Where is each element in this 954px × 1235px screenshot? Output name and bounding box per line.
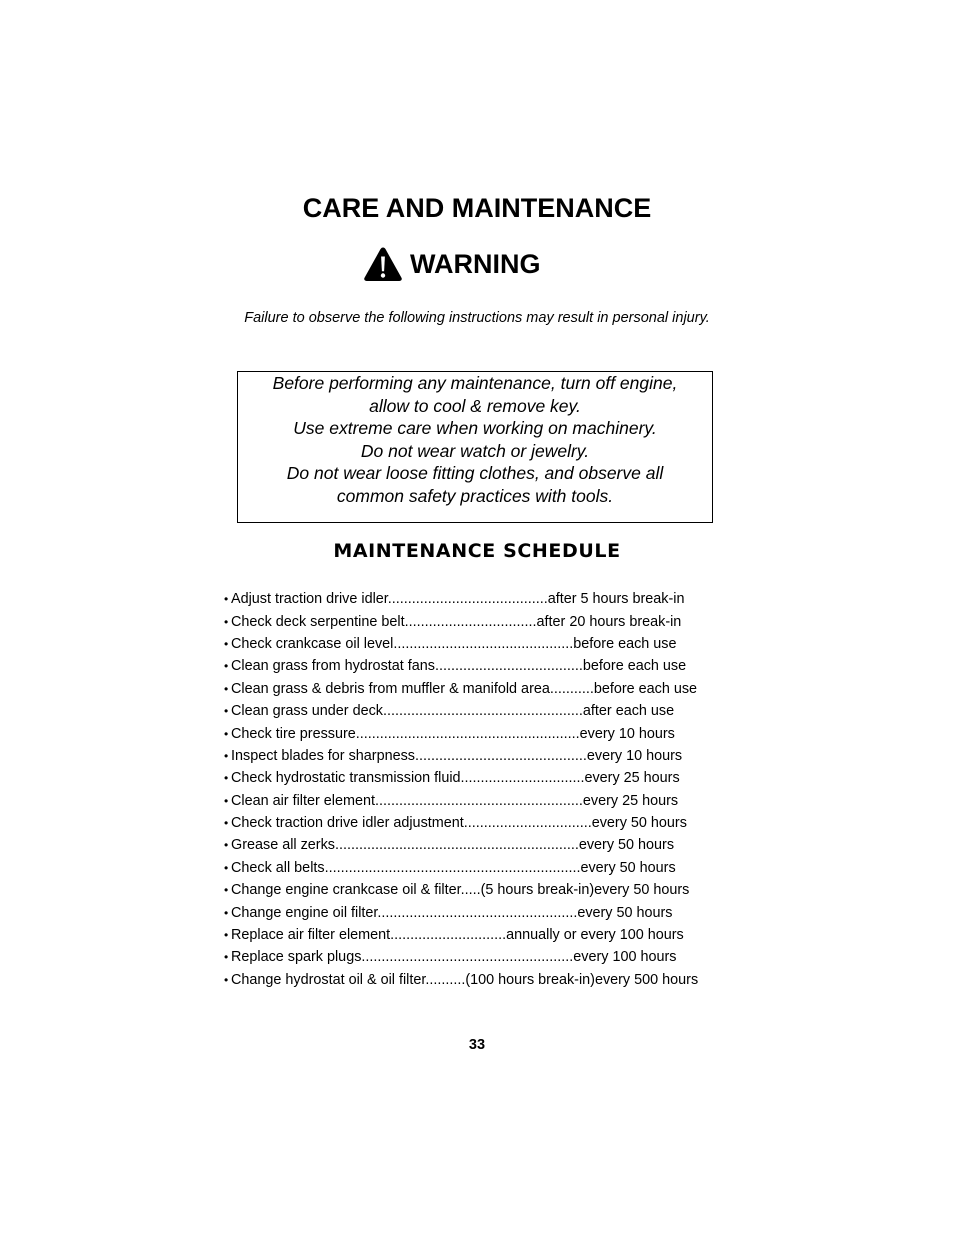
bullet-icon: • [224, 771, 229, 786]
schedule-item-text: Clean grass from hydrostat fans.....................................before each use [231, 658, 687, 675]
bullet-icon: • [224, 748, 229, 763]
schedule-item [224, 969, 730, 991]
schedule-item [224, 767, 730, 789]
schedule-item-text: Clean air filter element....................................................every 25 hours [231, 792, 679, 809]
schedule-item-text: Adjust traction drive idler........................................after 5 hours break-in [231, 591, 685, 608]
schedule-item [224, 610, 730, 632]
page-number: 33 [468, 1037, 486, 1053]
schedule-item-text: Check crankcase oil level.............................................before each use [231, 635, 677, 652]
warning-note: Failure to observe the following instructions may result in personal injury. [244, 310, 710, 326]
schedule-item [224, 901, 730, 923]
schedule-item-text: Check traction drive idler adjustment................................every 50 hours [231, 815, 687, 832]
schedule-item-text: Change engine oil filter..................................................every 50 hours [231, 904, 673, 921]
bullet-icon: • [224, 636, 229, 651]
schedule-item [224, 790, 730, 812]
schedule-item [224, 879, 730, 901]
schedule-item [224, 633, 730, 655]
maintenance-schedule-heading: MAINTENANCE SCHEDULE [333, 540, 621, 562]
safety-line: Use extreme care when working on machinery. [293, 418, 657, 439]
safety-line: common safety practices with tools. [336, 485, 614, 506]
schedule-item-text: Inspect blades for sharpness...........................................every 10 hours [231, 747, 683, 764]
bullet-icon: • [224, 928, 229, 943]
schedule-item [224, 722, 730, 744]
safety-line: Do not wear watch or jewelry. [360, 440, 590, 461]
schedule-item [224, 588, 730, 610]
bullet-icon: • [224, 793, 229, 808]
schedule-item [224, 857, 730, 879]
schedule-item-text: Clean grass & debris from muffler & manifold area...........before each use [231, 680, 698, 697]
bullet-icon: • [224, 972, 229, 987]
schedule-item [224, 655, 730, 677]
safety-line: Do not wear loose fitting clothes, and observe all [286, 463, 664, 484]
bullet-icon: • [224, 681, 229, 696]
schedule-item-text: Check all belts................................................................every 50 hours [231, 859, 676, 876]
safety-line: Before performing any maintenance, turn off engine, [272, 373, 678, 393]
schedule-item [224, 834, 730, 856]
schedule-item-text: Check hydrostatic transmission fluid...............................every 25 hours [231, 770, 680, 787]
schedule-item-text: Grease all zerks.............................................................every 50 hours [231, 837, 675, 854]
schedule-item-text: Check deck serpentine belt.................................after 20 hours break-in [231, 613, 682, 630]
schedule-item [224, 924, 730, 946]
schedule-item [224, 745, 730, 767]
maintenance-schedule-list [224, 588, 730, 991]
schedule-item [224, 946, 730, 968]
warning-triangle-icon [363, 246, 403, 282]
schedule-item [224, 812, 730, 834]
bullet-icon: • [224, 659, 229, 674]
bullet-icon: • [224, 883, 229, 898]
bullet-icon: • [224, 838, 229, 853]
warning-heading [363, 245, 541, 283]
bullet-icon: • [224, 592, 229, 607]
bullet-icon: • [224, 950, 229, 965]
bullet-icon: • [224, 614, 229, 629]
warning-label: WARNING [410, 249, 541, 279]
schedule-item-text: Replace air filter element.............................annually or every 100 hours [231, 927, 684, 944]
bullet-icon: • [224, 704, 229, 719]
schedule-item-text: Change engine crankcase oil & filter.....(5 hours break-in)every 50 hours [231, 882, 690, 899]
bullet-icon: • [224, 905, 229, 920]
bullet-icon: • [224, 816, 229, 831]
safety-line: allow to cool & remove key. [369, 395, 581, 416]
bullet-icon: • [224, 726, 229, 741]
schedule-item-text: Check tire pressure........................................................every 10 hours [231, 725, 675, 742]
page-title: CARE AND MAINTENANCE [302, 193, 652, 223]
safety-instructions-box [237, 371, 713, 523]
schedule-item-text: Clean grass under deck..................................................after each use [231, 703, 675, 720]
schedule-item [224, 700, 730, 722]
schedule-item [224, 678, 730, 700]
schedule-item-text: Replace spark plugs.....................................................every 100 hours [231, 949, 677, 966]
bullet-icon: • [224, 860, 229, 875]
schedule-item-text: Change hydrostat oil & oil filter..........(100 hours break-in)every 500 hours [231, 971, 699, 988]
